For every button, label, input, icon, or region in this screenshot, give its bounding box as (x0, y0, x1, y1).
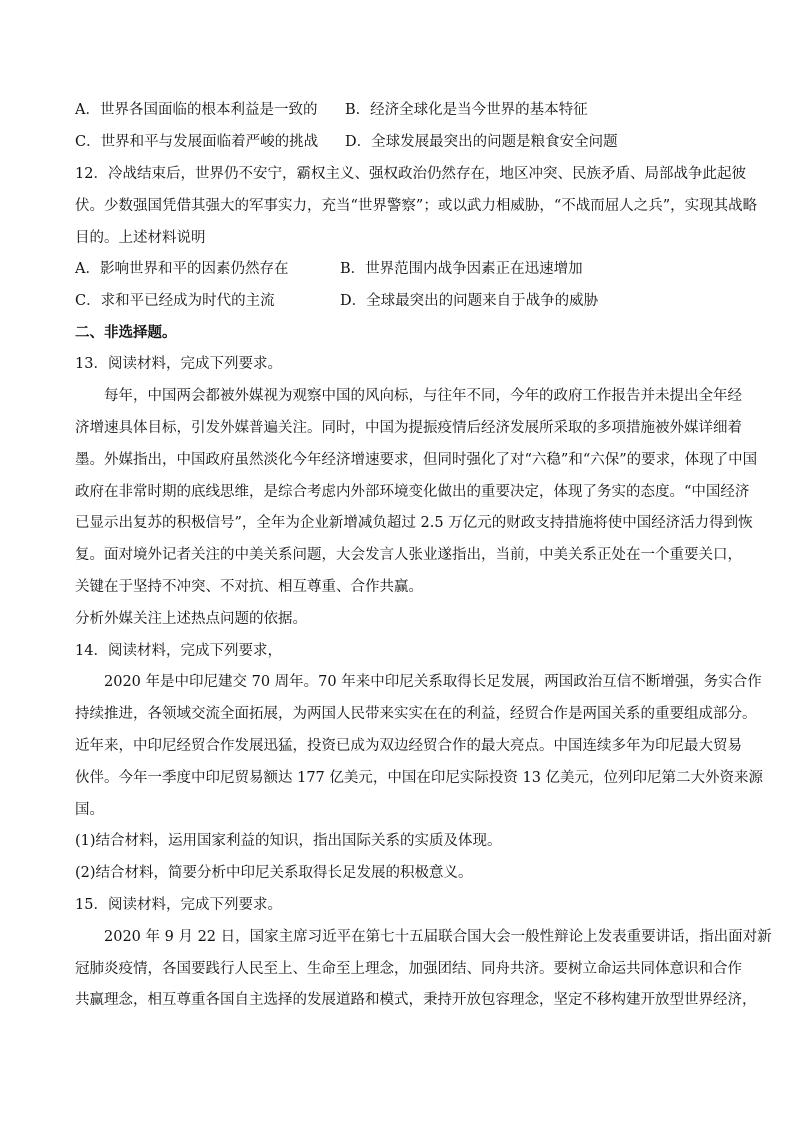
q15-material-line: 2020 年 9 月 22 日，国家主席习近平在第七十五届联合国大会一般性辩论上发表重要讲话，指出面对新 (104, 929, 772, 945)
q13-material-line: 关键在于坚持不冲突、不对抗、相互尊重、合作共赢。 (75, 579, 423, 595)
q11-option-b: B．经济全球化是当今世界的基本特征 (345, 102, 588, 118)
q13-question: 分析外媒关注上述热点问题的依据。 (75, 611, 307, 627)
q14-material-line: 国。 (75, 802, 104, 818)
q11-option-c: C．世界和平与发展面临着严峻的挑战 (75, 134, 319, 150)
q14-question-2: (2)结合材料，简要分析中印尼关系取得长足发展的积极意义。 (75, 865, 473, 881)
q14-material-line: 伙伴。今年一季度中印尼贸易额达 177 亿美元，中国在印尼实际投资 13 亿美元，位列印尼第二大外资来源 (75, 770, 764, 786)
q13-material-line: 政府在非常时期的底线思维，是综合考虑内外部环境变化做出的重要决定，体现了务实的态度。“中国经济 (75, 484, 750, 500)
q13-material-line: 济增速具体目标，引发外媒普遍关注。同时，中国为提振疫情后经济发展所采取的多项措施被外媒详细着 (75, 420, 742, 436)
q13-material-line: 墨。外媒指出，中国政府虽然淡化今年经济增速要求，但同时强化了对“六稳”和“六保”的要求，体现了中国 (75, 452, 758, 468)
q12-stem-line-2: 伏。少数强国凭借其强大的军事实力，充当“世界警察”；或以武力相威胁，“不战而屈人之兵”，实现其战略 (75, 198, 758, 214)
q12-stem-line-3: 目的。上述材料说明 (75, 230, 206, 246)
q14-material-line: 2020 年是中印尼建交 70 周年。70 年来中印尼关系取得长足发展，两国政治互信不断增强，务实合作 (104, 674, 762, 690)
q12-option-b: B．世界范围内战争因素正在迅速增加 (340, 261, 583, 277)
q13-material-line: 已显示出复苏的积极信号”，全年为企业新增减负超过 2.5 万亿元的财政支持措施将使中国经济活力得到恢 (75, 515, 753, 531)
q15-material-line: 冠肺炎疫情，各国要践行人民至上、生命至上理念，加强团结、同舟共济。要树立命运共同体意识和合作 (75, 961, 742, 977)
q13-material-line: 每年，中国两会都被外媒视为观察中国的风向标，与往年不同，今年的政府工作报告并未提出全年经 (104, 388, 742, 404)
q11-option-d: D．全球发展最突出的问题是粮食安全问题 (345, 134, 618, 150)
q12-option-a: A．影响世界和平的因素仍然存在 (75, 261, 289, 277)
section-heading: 二、非选择题。 (75, 324, 177, 341)
q12-stem-line-1: 12．冷战结束后，世界仍不安宁，霸权主义、强权政治仍然存在，地区冲突、民族矛盾、局部战争此起彼 (75, 166, 746, 182)
q15-material-line: 共赢理念，相互尊重各国自主选择的发展道路和模式，秉持开放包容理念，坚定不移构建开放型世界经济， (75, 992, 757, 1008)
q13-stem: 13．阅读材料，完成下列要求。 (75, 356, 282, 372)
q12-option-c: C．求和平已经成为时代的主流 (75, 293, 275, 309)
q14-stem: 14．阅读材料，完成下列要求， (75, 643, 282, 659)
q14-material-line: 持续推进，各领域交流全面拓展，为两国人民带来实实在在的利益，经贸合作是两国关系的重要组成部分。 (75, 706, 757, 722)
q11-option-a: A．世界各国面临的根本利益是一致的 (75, 102, 318, 118)
q12-option-d: D．全球最突出的问题来自于战争的威胁 (340, 293, 599, 309)
q14-material-line: 近年来，中印尼经贸合作发展迅猛，投资已成为双边经贸合作的最大亮点。中国连续多年为印尼最大贸易 (75, 738, 742, 754)
q15-stem: 15．阅读材料，完成下列要求。 (75, 897, 282, 913)
q13-material-line: 复。面对境外记者关注的中美关系问题，大会发言人张业遂指出，当前，中美关系正处在一个重要关口， (75, 547, 742, 563)
q14-question-1: (1)结合材料，运用国家利益的知识，指出国际关系的实质及体现。 (75, 833, 502, 849)
